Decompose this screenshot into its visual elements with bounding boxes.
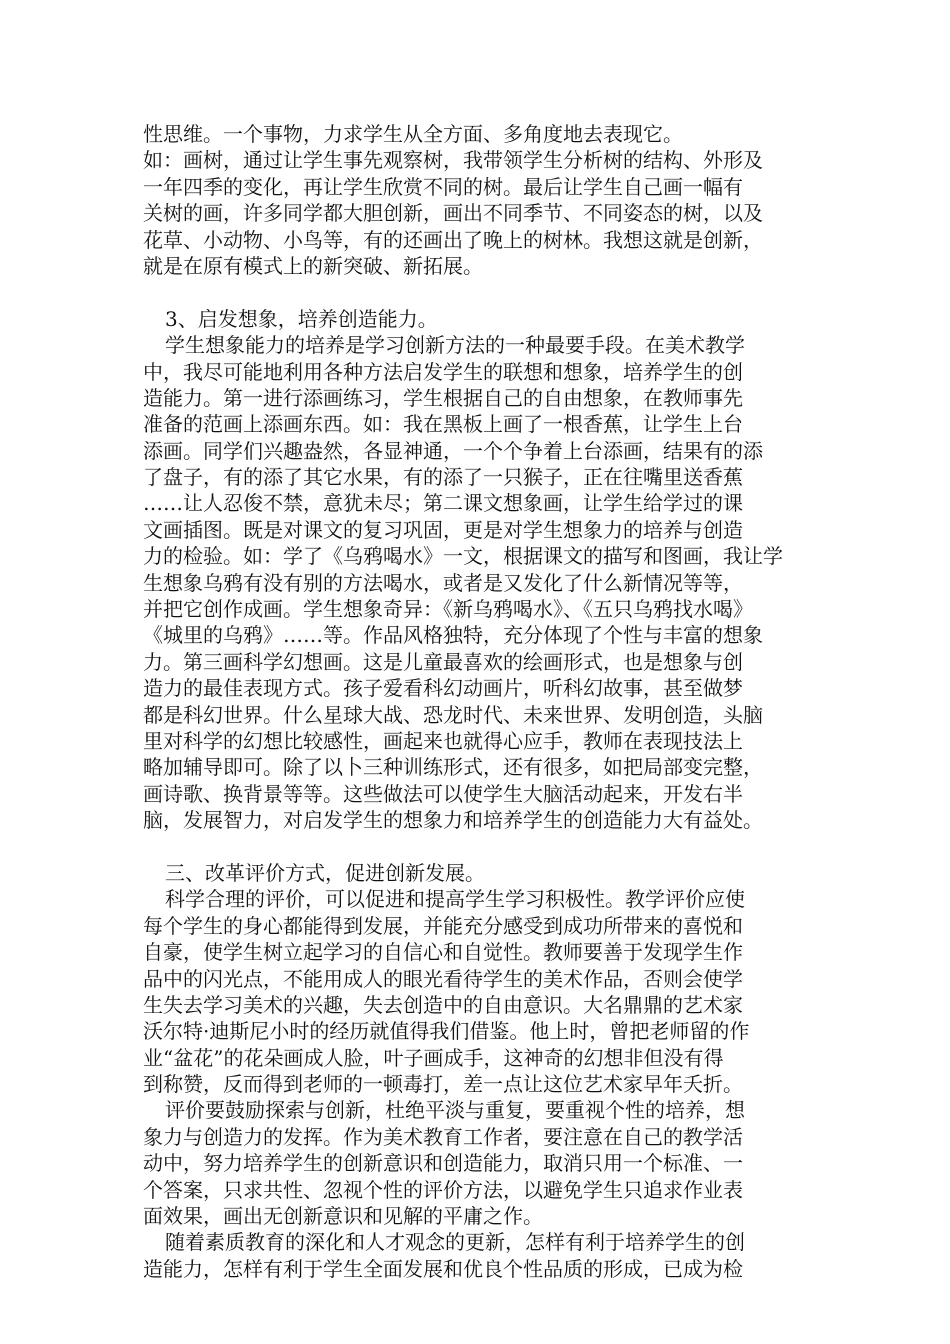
paragraph-quality-education	[143, 1229, 823, 1282]
text-line: 象力与创造力的发挥。作为美术教育工作者，要注意在自己的教学活	[143, 1124, 743, 1149]
paragraph-evaluation	[143, 886, 823, 1097]
text-line: 力。第三画科学幻想画。这是儿童最喜欢的绘画形式，也是想象与创	[143, 649, 743, 674]
text-line: 自豪，使学生树立起学习的自信心和自觉性。教师要善于发现学生作	[143, 940, 743, 965]
text-line: 了盘子，有的添了其它水果，有的添了一只猴子，正在往嘴里送香蕉	[143, 465, 743, 490]
text-line: 添画。同学们兴趣盎然，各显神通，一个个争着上台添画，结果有的添	[143, 438, 763, 463]
text-line: 面效果，画出无创新意识和见解的平庸之作。	[143, 1204, 543, 1229]
text-line: 都是科幻世界。什么星球大战、恐龙时代、未来世界、发明创造，头脑	[143, 702, 763, 727]
text-line: 花草、小动物、小鸟等，有的还画出了晚上的树林。我想这就是创新，	[143, 227, 763, 252]
paragraph-gap	[143, 834, 823, 860]
paragraph-imagination	[143, 332, 823, 833]
text-line: 关树的画，许多同学都大胆创新，画出不同季节、不同姿态的树，以及	[143, 201, 763, 226]
text-line: 里对科学的幻想比较感性，画起来也就得心应手，教师在表现技法上	[143, 728, 743, 753]
text-line: 品中的闪光点，不能用成人的眼光看待学生的美术作品，否则会使学	[143, 966, 743, 991]
text-line: 中，我尽可能地利用各种方法启发学生的联想和想象，培养学生的创	[143, 359, 743, 384]
text-line: 动中，努力培养学生的创新意识和创造能力，取消只用一个标准、一	[143, 1151, 743, 1176]
paragraph-encourage-innovation	[143, 1097, 823, 1229]
text-line: 性思维。一个事物，力求学生从全方面、多角度地去表现它。	[143, 122, 683, 146]
text-line: 画诗歌、换背景等等。这些做法可以使学生大脑活动起来，开发右半	[143, 781, 743, 806]
text-line: 到称赞，反而得到老师的一顿毒打，差一点让这位艺术家早年夭折。	[143, 1072, 743, 1097]
text-line: 准备的范画上添画东西。如：我在黑板上画了一根香蕉，让学生上台	[143, 412, 743, 437]
text-line: 个答案，只求共性、忽视个性的评价方法，以避免学生只追求作业表	[143, 1177, 743, 1202]
text-line: 一年四季的变化，再让学生欣赏不同的树。最后让学生自己画一幅有	[143, 174, 743, 199]
text-line: 并把它创作成画。学生想象奇异：《新乌鸦喝水》、《五只乌鸦找水喝》	[143, 597, 753, 622]
text-line: 随着素质教育的深化和人才观念的更新，怎样有利于培养学生的创	[165, 1230, 745, 1255]
text-line: ……让人忍俊不禁，意犹未尽；第二课文想象画，让学生给学过的课	[143, 491, 743, 516]
text-line: 评价要鼓励探索与创新，杜绝平淡与重复，要重视个性的培养，想	[165, 1098, 745, 1123]
text-line: 科学合理的评价，可以促进和提高学生学习积极性。教学评价应使	[165, 887, 745, 912]
paragraph-tree-example	[143, 121, 823, 279]
text-line: 每个学生的身心都能得到发展，并能充分感受到成功所带来的喜悦和	[143, 913, 743, 938]
text-line: 《城里的乌鸦》……等。作品风格独特，充分体现了个性与丰富的想象	[143, 623, 763, 648]
document-page	[143, 121, 823, 1282]
section-heading-3: 3、启发想象，培养创造能力。	[165, 306, 438, 331]
text-line: 学生想象能力的培养是学习创新方法的一种最要手段。在美术教学	[165, 333, 745, 358]
text-line: 沃尔特·迪斯尼小时的经历就值得我们借鉴。他上时，曾把老师留的作	[143, 1019, 750, 1044]
paragraph-gap	[143, 279, 823, 305]
text-line: 就是在原有模式上的新突破、新拓展。	[143, 253, 483, 278]
section-heading-three: 三、改革评价方式，促进创新发展。	[165, 860, 485, 885]
text-line: 如：画树，通过让学生事先观察树，我带领学生分析树的结构、外形及	[143, 148, 763, 173]
text-line: 造力的最佳表现方式。孩子爱看科幻动画片，听科幻故事，甚至做梦	[143, 676, 743, 701]
text-line: 力的检验。如：学了《乌鸦喝水》一文，根据课文的描写和图画，我让学	[143, 544, 783, 569]
text-line: 业“盆花”的花朵画成人脸，叶子画成手，这神奇的幻想非但没有得	[143, 1045, 724, 1070]
text-line: 造能力。第一进行添画练习，学生根据自己的自由想象，在教师事先	[143, 385, 743, 410]
text-line: 文画插图。既是对课文的复习巩固，更是对学生想象力的培养与创造	[143, 517, 743, 542]
text-line: 略加辅导即可。除了以卜三种训练形式，还有很多，如把局部变完整，	[143, 755, 763, 780]
text-line: 生失去学习美术的兴趣，失去创造中的自由意识。大名鼎鼎的艺术家	[143, 992, 743, 1017]
text-line: 造能力，怎样有利于学生全面发展和优良个性品质的形成，已成为检	[143, 1256, 743, 1281]
text-line: 脑，发展智力，对启发学生的想象力和培养学生的创造能力大有益处。	[143, 808, 763, 833]
text-line: 生想象乌鸦有没有别的方法喝水，或者是又发化了什么新情况等等，	[143, 570, 743, 595]
